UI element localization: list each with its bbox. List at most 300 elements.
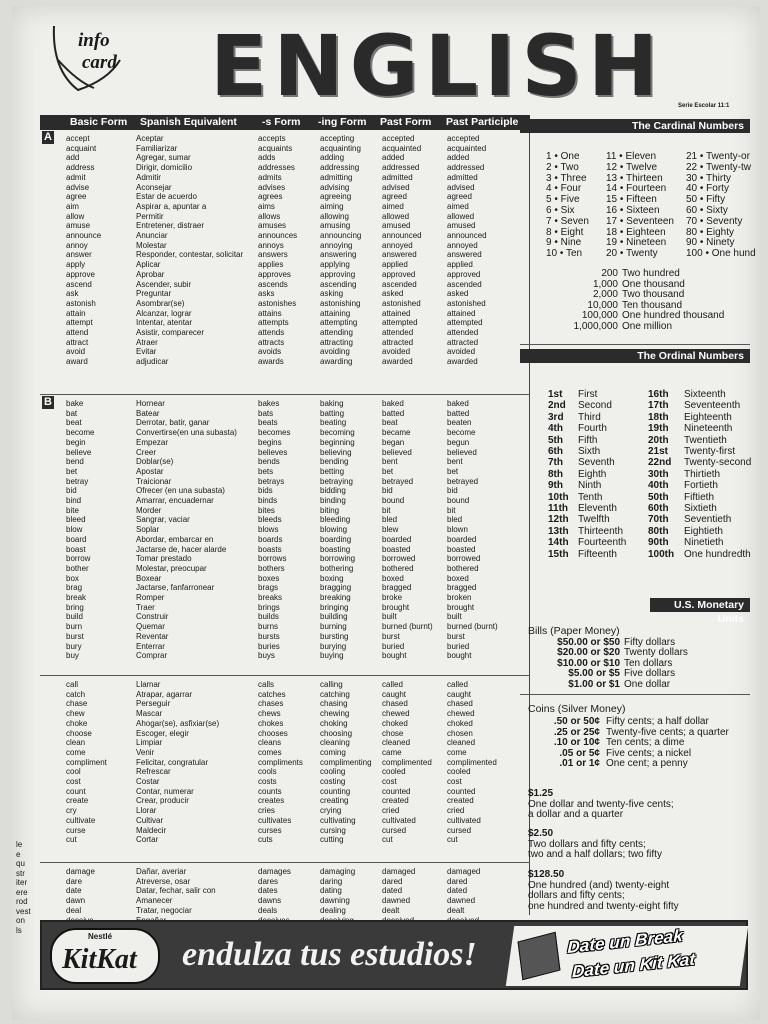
verb-section	[40, 862, 530, 926]
verb-past-participle: damaged	[447, 867, 481, 876]
margin-fragment: str	[16, 868, 25, 878]
verb-ing-form: asking	[320, 289, 344, 299]
ordinal-word: Eightieth	[684, 525, 723, 537]
verb-row	[40, 896, 530, 906]
verb-basic-form: bend	[66, 457, 84, 467]
verb-basic-form: dare	[66, 876, 83, 886]
ordinal-word: Second	[578, 400, 612, 412]
coin-word: One cent; a penny	[606, 758, 688, 770]
verb-ing-form: annoying	[320, 240, 353, 250]
bills-title: Bills (Paper Money)	[528, 625, 620, 637]
verb-basic-form: approve	[66, 269, 95, 279]
verb-section	[40, 675, 530, 846]
verb-s-form: addresses	[258, 163, 295, 173]
verb-spanish: Creer	[136, 447, 157, 457]
verb-basic-form: award	[66, 357, 88, 367]
verb-basic-form: clean	[66, 738, 86, 748]
verb-ing-form: choking	[320, 718, 348, 728]
coin-amount: .50 or 50¢	[553, 716, 600, 727]
verb-row	[40, 886, 530, 896]
verb-past-form: bid	[382, 486, 393, 496]
ordinal-abbrev: 30th	[648, 468, 669, 480]
verb-ing-form: burying	[320, 641, 347, 651]
verb-ing-form: binding	[320, 496, 346, 505]
cardinal-number: 60 • Sixty	[686, 205, 728, 216]
verb-s-form: betrays	[258, 476, 285, 486]
verb-spanish: Construir	[136, 612, 169, 622]
verb-row	[40, 787, 530, 797]
col-ing-form: -ing Form	[318, 116, 367, 128]
verb-ing-form: announcing	[320, 231, 362, 240]
verb-s-form: answers	[258, 250, 288, 260]
verb-row	[40, 642, 530, 652]
ordinal-word: Sixteenth	[684, 389, 726, 400]
verb-spanish: Anunciar	[136, 231, 168, 240]
verb-past-form: damaged	[382, 867, 416, 876]
verb-past-form: bought	[382, 651, 407, 661]
verb-ing-form: chasing	[320, 699, 348, 709]
verb-spanish: Amanecer	[136, 896, 173, 906]
verb-s-form: bids	[258, 486, 273, 496]
verb-s-form: attends	[258, 328, 285, 337]
verb-spanish: Evitar	[136, 347, 157, 357]
verb-spanish: Batear	[136, 408, 160, 418]
verb-past-participle: dated	[447, 886, 468, 896]
verb-s-form: annoys	[258, 240, 284, 250]
big-number-value: 100,000	[581, 310, 618, 321]
verb-ing-form: agreeing	[320, 192, 352, 202]
verb-row	[40, 593, 530, 603]
verb-basic-form: brag	[66, 583, 83, 593]
ordinal-word: Thirteenth	[578, 525, 624, 537]
verb-row	[40, 574, 530, 584]
verb-basic-form: come	[66, 747, 86, 757]
verb-ing-form: boxing	[320, 573, 344, 583]
cardinal-number: 2 • Two	[546, 161, 579, 173]
cardinal-number: 40 • Forty	[686, 183, 729, 195]
big-number-word: One hundred thousand	[622, 310, 725, 321]
ordinal-abbrev: 11th	[548, 503, 569, 514]
logo-text-card: card	[82, 52, 117, 73]
verb-past-form: agreed	[382, 192, 407, 202]
verb-spanish: Admitir	[136, 172, 161, 182]
bill-amount: $1.00 or $1	[568, 678, 620, 690]
verb-past-participle: chased	[447, 699, 473, 709]
verb-past-form: attained	[382, 308, 411, 318]
verb-row	[40, 347, 530, 357]
verb-spanish: Jactarse de, hacer alarde	[136, 544, 227, 554]
verb-ing-form: approving	[320, 269, 356, 279]
verb-basic-form: amuse	[66, 221, 91, 231]
cardinal-number: 14 • Fourteen	[606, 183, 667, 195]
verb-past-form: complimented	[382, 757, 432, 767]
verb-row	[40, 457, 530, 467]
verb-ing-form: borrowing	[320, 554, 356, 564]
verb-basic-form: borrow	[66, 554, 91, 564]
verb-basic-form: bite	[66, 505, 79, 515]
verb-section	[40, 394, 530, 662]
kitkat-logo	[50, 928, 160, 984]
cardinal-number: 19 • Nineteen	[606, 237, 667, 249]
verb-past-participle: asked	[447, 289, 469, 299]
verb-past-participle: blown	[447, 525, 468, 535]
verb-ing-form: blowing	[320, 525, 348, 535]
verb-spanish: Molestar, preocupar	[136, 563, 207, 573]
verb-row	[40, 163, 530, 173]
verb-basic-form: cool	[66, 767, 81, 777]
verb-spanish: Tomar prestado	[136, 554, 192, 564]
coin-amount: .01 or 1¢	[559, 758, 600, 770]
verb-spanish: Asombrar(se)	[136, 298, 185, 308]
verb-past-form: boarded	[382, 534, 412, 544]
ordinal-abbrev: 21st	[648, 446, 669, 457]
money-example-text: Two dollars and fifty cents;	[528, 838, 646, 850]
verb-s-form: chooses	[258, 728, 288, 738]
verb-s-form: attempts	[258, 318, 289, 328]
verb-ing-form: bending	[320, 457, 349, 467]
verb-ing-form: beginning	[320, 437, 355, 447]
verb-past-form: bragged	[382, 583, 412, 593]
verb-ing-form: aiming	[320, 201, 344, 211]
cardinal-number: 70 • Seventy	[686, 215, 743, 227]
verb-row	[40, 202, 530, 212]
coin-word: Ten cents; a dime	[606, 737, 685, 749]
ordinal-abbrev: 60th	[648, 503, 669, 514]
verb-past-form: bet	[382, 466, 394, 476]
cardinal-number: 9 • Nine	[546, 237, 582, 249]
verb-past-participle: cost	[447, 777, 462, 786]
ordinal-abbrev: 10th	[548, 491, 569, 503]
verb-basic-form: acquaint	[66, 143, 97, 153]
verb-s-form: builds	[258, 612, 279, 622]
verb-basic-form: bet	[66, 466, 78, 476]
verb-past-participle: annoyed	[447, 240, 478, 250]
verb-spanish: Contar, numerar	[136, 786, 194, 796]
verb-s-form: cultivates	[258, 815, 292, 825]
verb-ing-form: buying	[320, 651, 344, 661]
verb-past-participle: chosen	[447, 728, 473, 738]
verb-spanish: Agregar, sumar	[136, 153, 191, 163]
verb-s-form: bothers	[258, 563, 285, 573]
verb-past-form: chewed	[382, 709, 410, 719]
verb-basic-form: accept	[66, 134, 90, 143]
verb-ing-form: betraying	[320, 476, 353, 486]
verb-spanish: Dañar, averiar	[136, 867, 187, 876]
verb-basic-form: buy	[66, 651, 79, 661]
verb-spanish: Aconsejar	[136, 182, 172, 192]
verb-spanish: Boxear	[136, 573, 162, 583]
verb-s-form: applies	[258, 260, 284, 270]
verb-past-participle: ascended	[447, 279, 482, 289]
verb-s-form: astonishes	[258, 298, 297, 308]
verb-basic-form: begin	[66, 437, 86, 447]
verb-ing-form: cultivating	[320, 815, 356, 825]
cardinal-numbers-header: The Cardinal Numbers	[520, 119, 750, 133]
ordinal-word: Fourteenth	[578, 537, 627, 549]
margin-fragment: qu	[16, 859, 25, 868]
verb-basic-form: break	[66, 593, 87, 602]
ordinal-word: Seventieth	[684, 514, 732, 526]
verb-ing-form: ascending	[320, 279, 357, 289]
verb-ing-form: catching	[320, 689, 350, 699]
verb-spanish: Traer	[136, 602, 155, 612]
infocard-logo	[48, 20, 140, 98]
verb-past-form: allowed	[382, 211, 410, 221]
verb-past-form: buried	[382, 641, 405, 651]
verb-past-form: built	[382, 612, 397, 622]
section-letter: B	[42, 396, 54, 409]
verb-past-participle: cultivated	[447, 815, 481, 825]
verb-row	[40, 260, 530, 270]
verb-row	[40, 357, 530, 367]
verb-row	[40, 690, 530, 700]
verb-row	[40, 409, 530, 419]
divider	[520, 344, 750, 345]
verb-ing-form: dawning	[320, 896, 350, 906]
cardinal-number: 18 • Eighteen	[606, 226, 666, 238]
verb-ing-form: biting	[320, 505, 340, 515]
verb-past-form: asked	[382, 289, 404, 299]
verb-past-form: annoyed	[382, 240, 413, 250]
verb-past-participle: created	[447, 796, 474, 806]
ordinal-abbrev: 12th	[548, 514, 569, 526]
cardinal-number: 21 • Twenty-or	[686, 151, 750, 162]
verb-row	[40, 221, 530, 231]
verb-spanish: Costar	[136, 777, 160, 786]
verb-row	[40, 270, 530, 280]
verb-s-form: borrows	[258, 554, 287, 564]
verb-spanish: Cultivar	[136, 815, 164, 825]
verb-s-form: cools	[258, 767, 277, 777]
verb-row	[40, 699, 530, 709]
verb-spanish: Quemar	[136, 622, 165, 632]
verb-past-participle: chewed	[447, 709, 475, 719]
verb-spanish: Dirigir, domicilio	[136, 163, 193, 173]
verb-past-participle: bent	[447, 457, 463, 467]
verb-past-participle: astonished	[447, 298, 486, 308]
money-example-amount: $2.50	[528, 828, 554, 839]
verb-past-form: bit	[382, 505, 391, 515]
verb-past-form: avoided	[382, 347, 411, 357]
verb-ing-form: counting	[320, 786, 351, 796]
verb-spanish: Aspirar a, apuntar a	[136, 201, 207, 211]
verb-basic-form: burst	[66, 631, 84, 641]
verb-past-form: came	[382, 747, 402, 757]
ordinal-word: Seventeenth	[684, 400, 741, 412]
verb-row	[40, 564, 530, 574]
col-basic-form: Basic Form	[70, 116, 128, 128]
ordinal-abbrev: 16th	[648, 389, 669, 400]
verb-basic-form: chase	[66, 699, 88, 709]
verb-ing-form: beating	[320, 418, 347, 428]
verb-basic-form: apply	[66, 260, 86, 270]
verb-basic-form: bother	[66, 563, 89, 573]
verb-past-participle: bragged	[447, 583, 477, 593]
verb-basic-form: announce	[66, 231, 102, 240]
verb-ing-form: attracting	[320, 337, 353, 347]
verb-row	[40, 806, 530, 816]
verb-ing-form: allowing	[320, 211, 349, 221]
verb-past-form: bled	[382, 515, 398, 525]
verb-past-form: batted	[382, 408, 405, 418]
verb-ing-form: breaking	[320, 593, 351, 602]
verb-past-participle: added	[447, 153, 470, 163]
big-number-value: 2,000	[592, 289, 618, 300]
verb-ing-form: cutting	[320, 835, 344, 845]
verb-ing-form: bidding	[320, 486, 346, 496]
verb-past-form: ascended	[382, 279, 417, 289]
kitkat-ad-banner	[40, 920, 748, 990]
verb-ing-form: accepting	[320, 134, 355, 143]
cardinal-number: 50 • Fifty	[686, 194, 726, 206]
verb-table-header	[40, 115, 530, 130]
verb-row	[40, 826, 530, 836]
verb-past-participle: buried	[447, 641, 470, 651]
money-example-text: One dollar and twenty-five cents;	[528, 798, 674, 810]
verb-past-participle: approved	[447, 269, 481, 279]
margin-fragment: vest	[16, 906, 31, 916]
ordinal-abbrev: 9th	[548, 480, 563, 492]
verb-past-form: brought	[382, 602, 410, 612]
divider	[520, 694, 750, 695]
verb-spanish: Refrescar	[136, 767, 171, 777]
verb-ing-form: bursting	[320, 631, 349, 641]
verb-ing-form: boasting	[320, 544, 351, 554]
verb-past-participle: choked	[447, 718, 473, 728]
verb-past-participle: attracted	[447, 337, 479, 347]
verb-row	[40, 680, 530, 690]
verb-past-form: cleaned	[382, 738, 411, 748]
verb-past-form: attempted	[382, 318, 418, 328]
verb-past-participle: boxed	[447, 573, 469, 583]
ordinal-word: Thirtieth	[684, 468, 721, 480]
verb-spanish: adjudicar	[136, 357, 169, 367]
verb-s-form: bends	[258, 457, 280, 467]
ad-tagline-box	[506, 926, 748, 986]
kitkat-bar-icon	[517, 932, 560, 980]
verb-ing-form: advising	[320, 182, 350, 192]
verb-ing-form: batting	[320, 408, 345, 418]
verb-row	[40, 183, 530, 193]
verb-s-form: avoids	[258, 347, 282, 357]
verb-past-form: acquainted	[382, 143, 422, 153]
ordinal-abbrev: 50th	[648, 491, 669, 503]
verb-spanish: Responder, contestar, solicitar	[136, 250, 244, 260]
ordinal-abbrev: 7th	[548, 457, 563, 469]
verb-s-form: asks	[258, 289, 275, 299]
verb-spanish: Doblar(se)	[136, 457, 174, 467]
verb-spanish: Preguntar	[136, 289, 172, 299]
verb-s-form: attracts	[258, 337, 285, 347]
verb-basic-form: chew	[66, 709, 85, 719]
verb-s-form: blows	[258, 525, 279, 535]
verb-row	[40, 428, 530, 438]
cardinal-number: 13 • Thirteen	[606, 172, 663, 184]
verb-spanish: Perseguir	[136, 699, 171, 709]
verb-spanish: Aprobar	[136, 269, 165, 279]
verb-basic-form: betray	[66, 476, 89, 486]
verb-row	[40, 906, 530, 916]
ordinal-word: First	[578, 389, 598, 400]
ordinal-abbrev: 40th	[648, 480, 669, 492]
cardinal-number: 22 • Twenty-tw	[686, 161, 752, 173]
verb-past-form: caught	[382, 689, 407, 699]
ordinal-word: One hundredth	[684, 548, 751, 560]
verb-spanish: Maldecir	[136, 825, 167, 835]
verb-spanish: Romper	[136, 593, 165, 602]
verb-basic-form: catch	[66, 689, 86, 699]
cardinal-number: 4 • Four	[546, 183, 582, 195]
verb-ing-form: choosing	[320, 728, 353, 738]
verb-s-form: awards	[258, 357, 284, 367]
ordinal-abbrev: 2nd	[548, 400, 566, 412]
coin-word: Twenty-five cents; a quarter	[606, 726, 729, 738]
verb-s-form: bleeds	[258, 515, 282, 525]
verb-basic-form: attract	[66, 337, 89, 347]
verb-s-form: cuts	[258, 835, 273, 845]
verb-basic-form: advise	[66, 182, 90, 192]
verb-basic-form: admit	[66, 172, 86, 182]
verb-basic-form: curse	[66, 825, 86, 835]
money-example-amount: $128.50	[528, 869, 565, 880]
left-margin-text	[16, 840, 38, 935]
verb-basic-form: allow	[66, 211, 85, 221]
verb-spanish: Alcanzar, lograr	[136, 308, 192, 318]
verb-past-participle: bet	[447, 466, 459, 476]
verb-past-form: addressed	[382, 163, 420, 173]
verb-basic-form: annoy	[66, 240, 88, 250]
verb-s-form: brings	[258, 602, 280, 612]
verb-basic-form: choke	[66, 718, 88, 728]
verb-basic-form: add	[66, 153, 80, 163]
verb-spanish: Comprar	[136, 651, 168, 661]
verb-basic-form: boast	[66, 544, 86, 554]
verb-past-form: amused	[382, 221, 411, 231]
big-number-word: Two thousand	[622, 289, 685, 300]
verb-past-participle: believed	[447, 447, 477, 457]
verb-spanish: Soplar	[136, 525, 160, 535]
verb-s-form: becomes	[258, 428, 291, 438]
verb-past-form: bent	[382, 457, 398, 467]
verb-ing-form: admitting	[320, 172, 353, 182]
coin-amount: .05 or 5¢	[559, 747, 600, 759]
verb-spanish: Ahogar(se), asfixiar(se)	[136, 718, 220, 728]
verb-spanish: Derrotar, batir, ganar	[136, 418, 210, 428]
ordinal-word: Ninetieth	[684, 537, 724, 549]
verb-s-form: attains	[258, 308, 282, 318]
verb-ing-form: attempting	[320, 318, 358, 328]
verb-past-form: dated	[382, 886, 403, 896]
verb-s-form: dares	[258, 876, 279, 886]
verb-past-participle: bothered	[447, 563, 479, 573]
verb-spanish: Molestar	[136, 240, 167, 250]
verb-past-participle: answered	[447, 250, 482, 260]
verb-past-form: believed	[382, 447, 412, 457]
verb-past-form: borrowed	[382, 554, 416, 564]
ordinal-numbers-header: The Ordinal Numbers	[520, 349, 750, 363]
verb-ing-form: avoiding	[320, 347, 350, 357]
verb-basic-form: ascend	[66, 279, 92, 289]
verb-s-form: compliments	[258, 757, 303, 767]
verb-row	[40, 651, 530, 661]
ad-slogan: endulza tus estudios!	[182, 936, 477, 973]
verb-past-participle: batted	[447, 408, 470, 418]
verb-past-form: awarded	[382, 357, 413, 367]
verb-past-participle: built	[447, 612, 462, 622]
ordinal-word: Twenty-second	[684, 457, 752, 469]
verb-row	[40, 318, 530, 328]
ordinal-word: Third	[578, 411, 601, 423]
